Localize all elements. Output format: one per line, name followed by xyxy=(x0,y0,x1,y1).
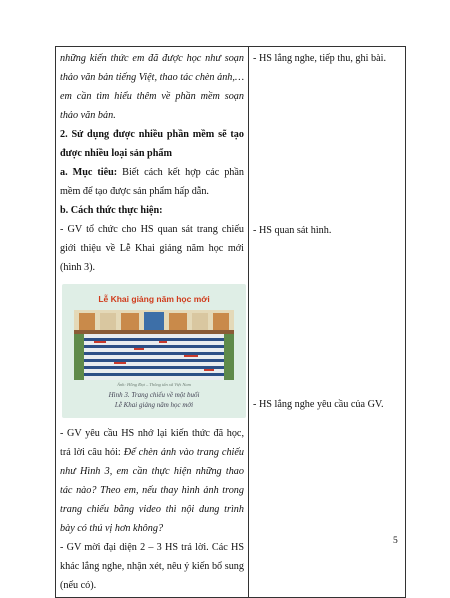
section-2-title: 2. Sử dụng được nhiều phần mềm sẽ tạo được nhiều loại sản phẩm xyxy=(60,129,244,159)
gv-intro-paragraph: - GV tổ chức cho HS quan sát trang chiếu giới thiệu về Lễ Khai giảng năm học mới (hình 3). xyxy=(60,224,244,273)
gv-question-lead: - GV yêu cầu HS nhớ lại kiến thức đã học, trả lời câu hỏi: xyxy=(60,428,244,458)
gv-question: Để chèn ảnh vào trang chiếu như Hình 3, em cần thực hiện những thao tác nào? Theo em, nếu thay hình ảnh trong trang chiếu bằng video thì nội dung trình bày có thú vị hơn không? xyxy=(60,447,244,534)
lesson-table xyxy=(55,46,406,598)
student-item-2: - HS quan sát hình. xyxy=(253,225,332,236)
page-number: 5 xyxy=(393,536,398,546)
goal-label: a. Mục tiêu: xyxy=(60,167,118,178)
student-item-1: - HS lắng nghe, tiếp thu, ghi bài. xyxy=(253,53,386,64)
gv-invite-paragraph: - GV mời đại diện 2 – 3 HS trả lời. Các HS khác lắng nghe, nhận xét, nêu ý kiến bổ sung (nếu có). xyxy=(60,542,244,591)
table-row xyxy=(56,47,406,598)
slide-title: Lễ Khai giảng năm học mới xyxy=(98,294,210,304)
slide-image xyxy=(62,284,246,418)
caption-line-1: Hình 3. Trang chiếu về một buổi xyxy=(108,391,200,399)
photo-credit: Ảnh: Hồng Đạt – Thông tấn xã Việt Nam xyxy=(117,382,191,387)
method-label: b. Cách thức thực hiện: xyxy=(60,205,163,216)
intro-paragraph: những kiến thức em đã được học như soạn thảo văn bản tiếng Việt, thao tác chèn ảnh,… em cần tìm hiểu thêm về phần mềm soạn thảo văn bản. xyxy=(60,53,244,121)
caption-line-2: Lễ Khai giảng năm học mới xyxy=(114,401,194,409)
goal-paragraph xyxy=(60,163,244,201)
ceremony-photo xyxy=(74,310,234,380)
figure-caption xyxy=(62,390,246,410)
gv-question-paragraph xyxy=(60,424,244,538)
student-activity-cell xyxy=(249,47,406,598)
goal-text: Biết cách kết hợp các phần mềm để tạo được sản phẩm hấp dẫn. xyxy=(60,167,245,197)
student-item-3: - HS lắng nghe yêu cầu của GV. xyxy=(253,399,384,410)
teacher-activity-cell xyxy=(56,47,249,598)
